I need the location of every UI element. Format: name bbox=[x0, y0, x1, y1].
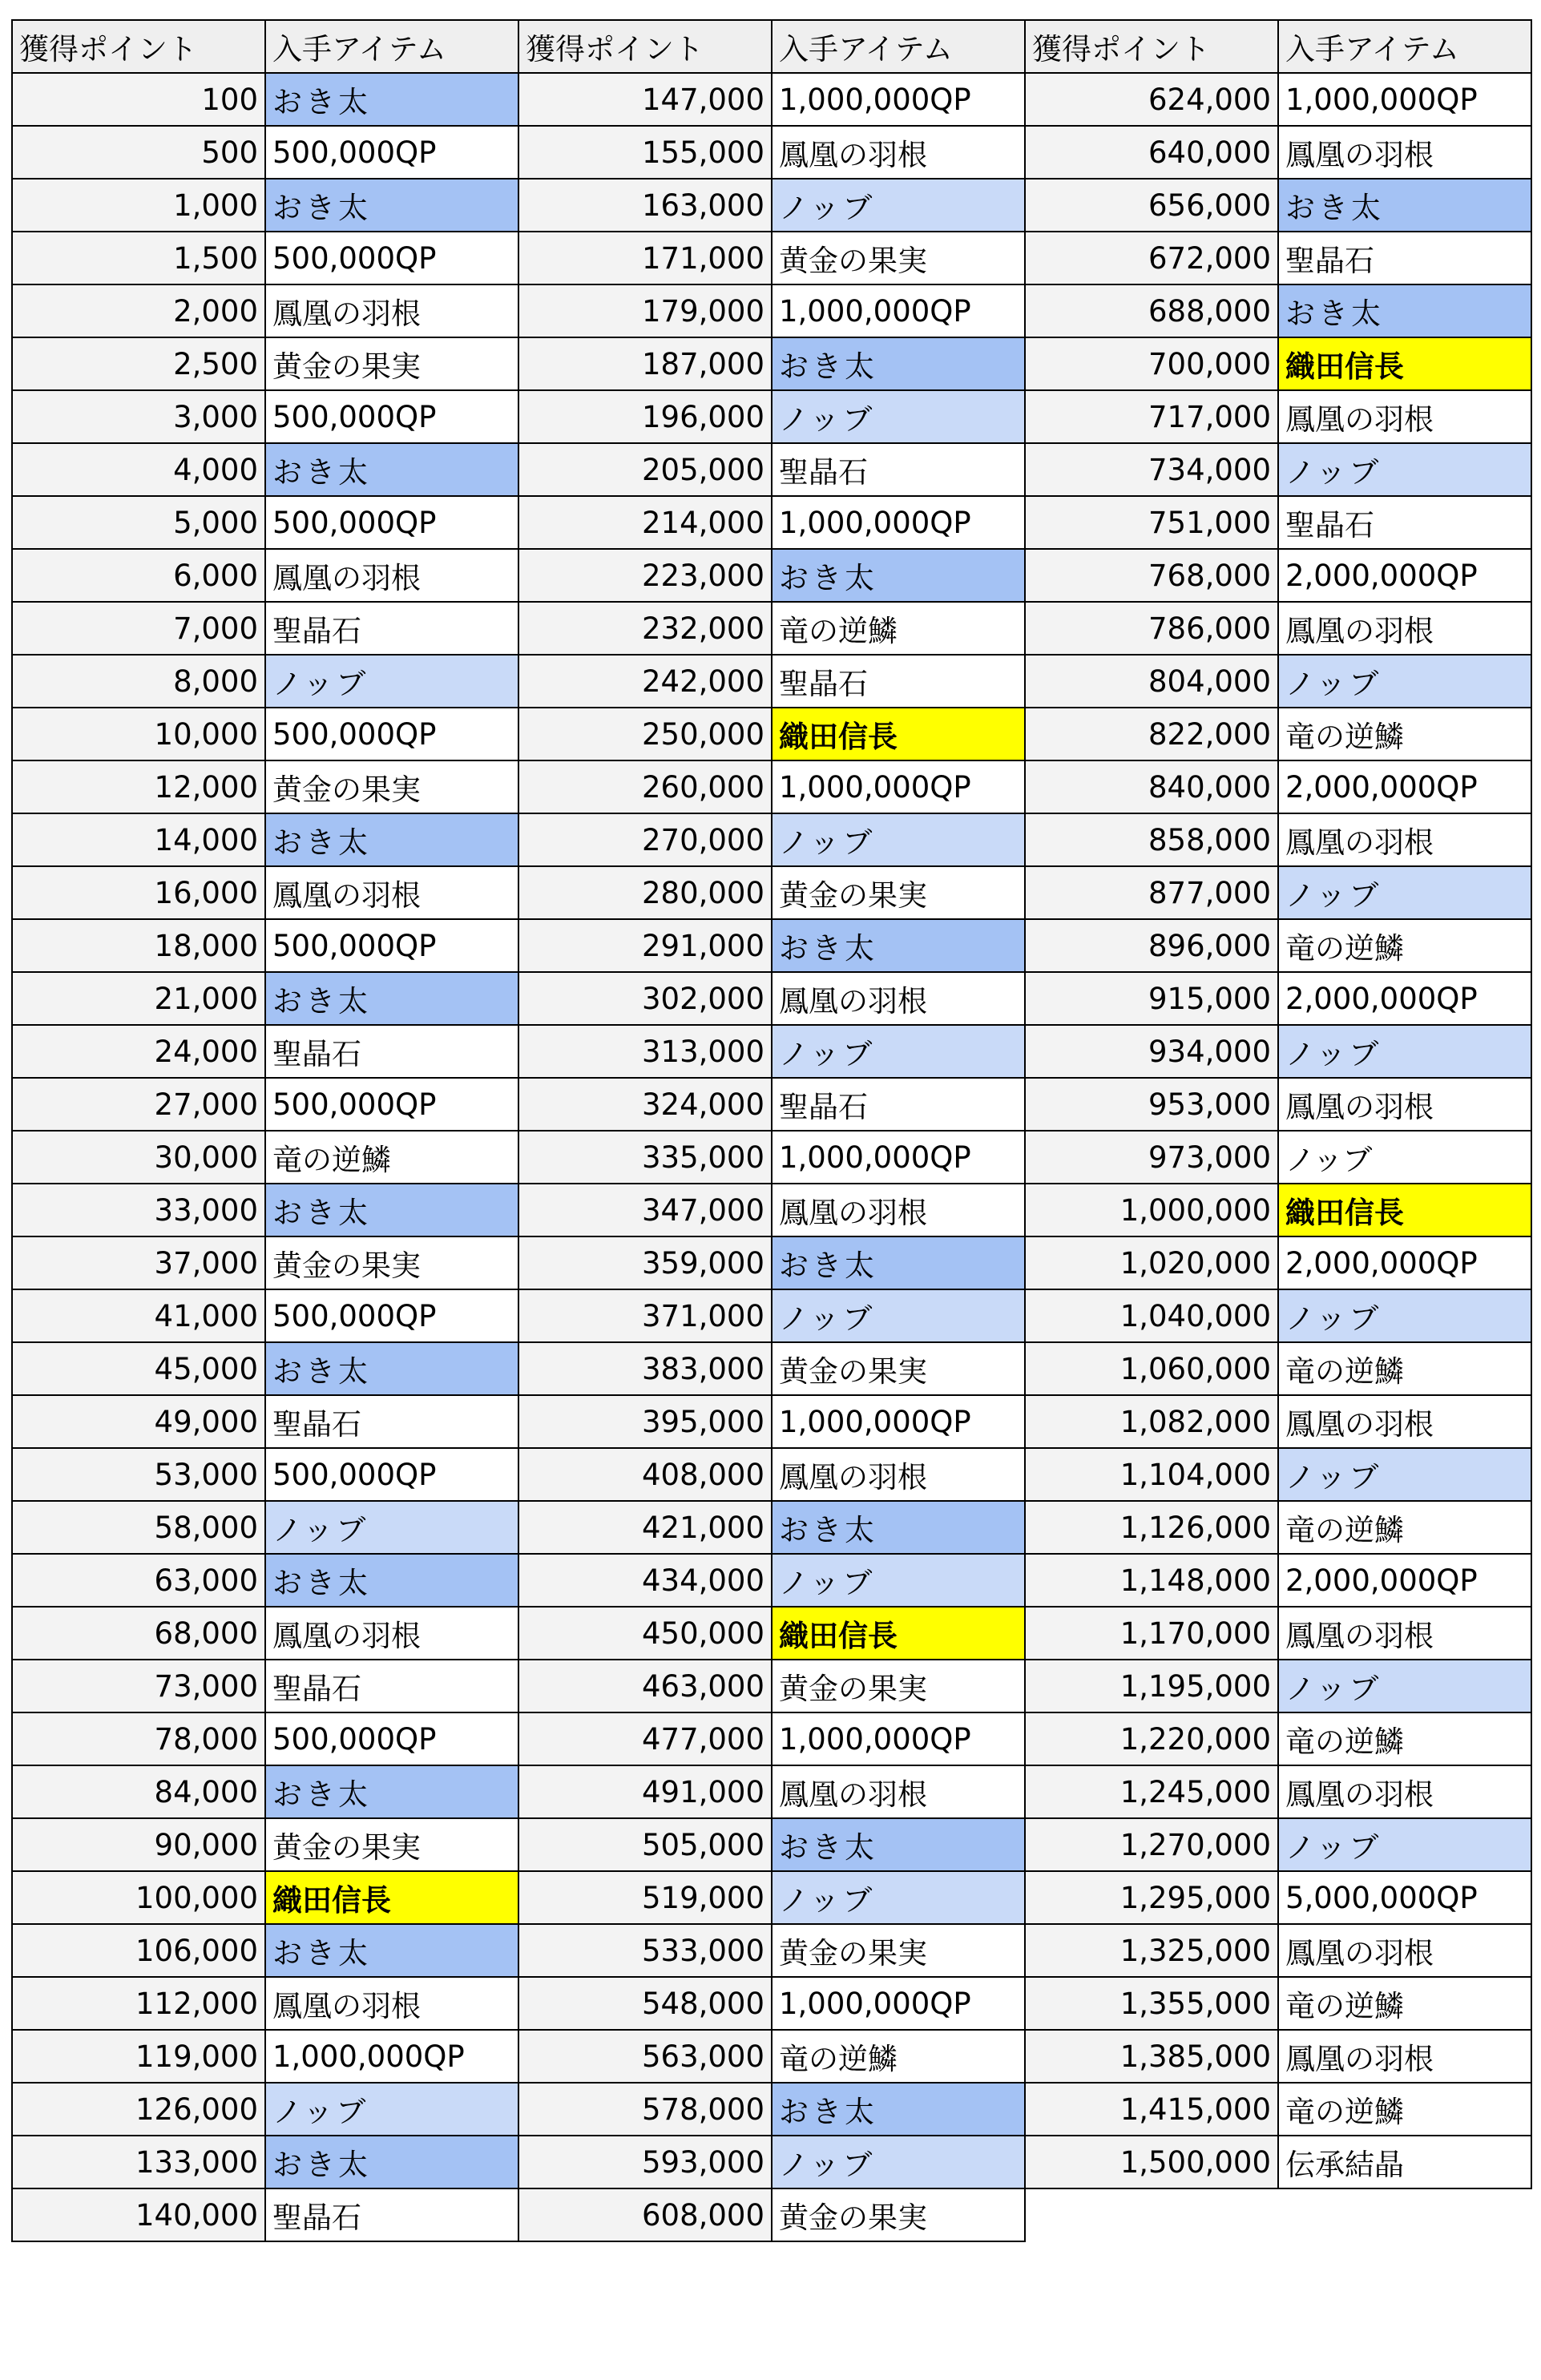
table-row bbox=[12, 496, 1531, 549]
table-row bbox=[12, 1554, 1531, 1607]
points-cell: 27,000 bbox=[12, 1078, 265, 1131]
item-cell: 黄金の果実 bbox=[772, 1342, 1025, 1395]
item-cell: ノッブ bbox=[772, 1025, 1025, 1078]
item-cell: おき太 bbox=[772, 919, 1025, 972]
item-cell: 1,000,000QP bbox=[772, 1395, 1025, 1448]
points-cell: 822,000 bbox=[1025, 708, 1278, 760]
table-row bbox=[12, 655, 1531, 708]
item-cell: おき太 bbox=[265, 1765, 518, 1818]
item-cell: ノッブ bbox=[1278, 1660, 1531, 1712]
points-cell: 548,000 bbox=[518, 1977, 772, 2030]
points-cell: 260,000 bbox=[518, 760, 772, 813]
table-row bbox=[12, 232, 1531, 284]
points-cell: 1,500 bbox=[12, 232, 265, 284]
points-cell: 2,000 bbox=[12, 284, 265, 337]
item-cell: ノッブ bbox=[772, 1289, 1025, 1342]
table-row bbox=[12, 1607, 1531, 1660]
item-cell: 聖晶石 bbox=[772, 443, 1025, 496]
item-cell: 竜の逆鱗 bbox=[1278, 1342, 1531, 1395]
points-cell: 8,000 bbox=[12, 655, 265, 708]
item-cell: ノッブ bbox=[1278, 655, 1531, 708]
item-cell: 鳳凰の羽根 bbox=[1278, 602, 1531, 655]
item-cell: ノッブ bbox=[1278, 1289, 1531, 1342]
points-cell: 187,000 bbox=[518, 337, 772, 390]
table-row bbox=[12, 1924, 1531, 1977]
item-cell: ノッブ bbox=[1278, 443, 1531, 496]
item-cell: 鳳凰の羽根 bbox=[1278, 1395, 1531, 1448]
points-cell: 24,000 bbox=[12, 1025, 265, 1078]
table-row bbox=[12, 337, 1531, 390]
reward-table bbox=[11, 19, 1532, 2242]
item-cell: 竜の逆鱗 bbox=[1278, 1501, 1531, 1554]
points-cell: 14,000 bbox=[12, 813, 265, 866]
item-cell: ノッブ bbox=[1278, 1025, 1531, 1078]
points-cell: 953,000 bbox=[1025, 1078, 1278, 1131]
item-cell: 1,000,000QP bbox=[772, 284, 1025, 337]
header-points-1: 獲得ポイント bbox=[12, 20, 265, 73]
table-row bbox=[12, 2188, 1531, 2241]
item-cell: 500,000QP bbox=[265, 126, 518, 179]
header-item-2: 入手アイテム bbox=[772, 20, 1025, 73]
table-row bbox=[12, 866, 1531, 919]
points-cell: 395,000 bbox=[518, 1395, 772, 1448]
points-cell: 840,000 bbox=[1025, 760, 1278, 813]
item-cell: 鳳凰の羽根 bbox=[772, 1765, 1025, 1818]
points-cell: 291,000 bbox=[518, 919, 772, 972]
points-cell: 45,000 bbox=[12, 1342, 265, 1395]
points-cell: 250,000 bbox=[518, 708, 772, 760]
points-cell: 1,020,000 bbox=[1025, 1236, 1278, 1289]
points-cell: 717,000 bbox=[1025, 390, 1278, 443]
points-cell: 133,000 bbox=[12, 2136, 265, 2188]
table-row bbox=[12, 760, 1531, 813]
item-cell: おき太 bbox=[772, 1501, 1025, 1554]
points-cell: 1,082,000 bbox=[1025, 1395, 1278, 1448]
table-row bbox=[12, 2083, 1531, 2136]
table-row bbox=[12, 1871, 1531, 1924]
item-cell: 聖晶石 bbox=[772, 655, 1025, 708]
item-cell: 竜の逆鱗 bbox=[772, 2030, 1025, 2083]
item-cell: 黄金の果実 bbox=[265, 1818, 518, 1871]
table-row bbox=[12, 972, 1531, 1025]
header-points-2: 獲得ポイント bbox=[518, 20, 772, 73]
points-cell: 196,000 bbox=[518, 390, 772, 443]
points-cell: 491,000 bbox=[518, 1765, 772, 1818]
item-cell: ノッブ bbox=[265, 1501, 518, 1554]
points-cell: 624,000 bbox=[1025, 73, 1278, 126]
header-row bbox=[12, 20, 1531, 73]
points-cell: 519,000 bbox=[518, 1871, 772, 1924]
points-cell: 68,000 bbox=[12, 1607, 265, 1660]
points-cell: 155,000 bbox=[518, 126, 772, 179]
points-cell: 16,000 bbox=[12, 866, 265, 919]
table-row bbox=[12, 2030, 1531, 2083]
item-cell: 2,000,000QP bbox=[1278, 549, 1531, 602]
points-cell: 214,000 bbox=[518, 496, 772, 549]
item-cell: 500,000QP bbox=[265, 1289, 518, 1342]
points-cell: 302,000 bbox=[518, 972, 772, 1025]
item-cell: おき太 bbox=[265, 1924, 518, 1977]
table-row bbox=[12, 1395, 1531, 1448]
table-row bbox=[12, 73, 1531, 126]
points-cell: 205,000 bbox=[518, 443, 772, 496]
points-cell: 37,000 bbox=[12, 1236, 265, 1289]
item-cell: 黄金の果実 bbox=[772, 232, 1025, 284]
item-cell: おき太 bbox=[1278, 284, 1531, 337]
points-cell: 1,000,000 bbox=[1025, 1184, 1278, 1236]
points-cell: 335,000 bbox=[518, 1131, 772, 1184]
points-cell: 33,000 bbox=[12, 1184, 265, 1236]
points-cell: 1,355,000 bbox=[1025, 1977, 1278, 2030]
header-points-3: 獲得ポイント bbox=[1025, 20, 1278, 73]
table-row bbox=[12, 390, 1531, 443]
points-cell: 608,000 bbox=[518, 2188, 772, 2241]
points-cell: 973,000 bbox=[1025, 1131, 1278, 1184]
points-cell: 21,000 bbox=[12, 972, 265, 1025]
item-cell: 竜の逆鱗 bbox=[1278, 1712, 1531, 1765]
points-cell: 463,000 bbox=[518, 1660, 772, 1712]
points-cell: 2,500 bbox=[12, 337, 265, 390]
points-cell: 179,000 bbox=[518, 284, 772, 337]
item-cell: 1,000,000QP bbox=[772, 1977, 1025, 2030]
item-cell: ノッブ bbox=[772, 179, 1025, 232]
item-cell: ノッブ bbox=[772, 2136, 1025, 2188]
points-cell: 1,415,000 bbox=[1025, 2083, 1278, 2136]
table-row bbox=[12, 443, 1531, 496]
points-cell: 1,126,000 bbox=[1025, 1501, 1278, 1554]
points-cell: 1,220,000 bbox=[1025, 1712, 1278, 1765]
points-cell: 700,000 bbox=[1025, 337, 1278, 390]
item-cell: ノッブ bbox=[772, 1554, 1025, 1607]
points-cell: 858,000 bbox=[1025, 813, 1278, 866]
item-cell: 聖晶石 bbox=[1278, 496, 1531, 549]
header-item-3: 入手アイテム bbox=[1278, 20, 1531, 73]
item-cell: 鳳凰の羽根 bbox=[1278, 390, 1531, 443]
points-cell: 12,000 bbox=[12, 760, 265, 813]
item-cell: 聖晶石 bbox=[265, 1395, 518, 1448]
item-cell: 鳳凰の羽根 bbox=[772, 1184, 1025, 1236]
item-cell: 聖晶石 bbox=[265, 2188, 518, 2241]
item-cell: 1,000,000QP bbox=[265, 2030, 518, 2083]
item-cell: 織田信長 bbox=[772, 1607, 1025, 1660]
points-cell: 112,000 bbox=[12, 1977, 265, 2030]
item-cell: 黄金の果実 bbox=[772, 2188, 1025, 2241]
table-row bbox=[12, 1977, 1531, 2030]
item-cell: おき太 bbox=[265, 972, 518, 1025]
item-cell: おき太 bbox=[265, 1184, 518, 1236]
item-cell: 黄金の果実 bbox=[265, 337, 518, 390]
item-cell: おき太 bbox=[772, 1818, 1025, 1871]
item-cell: おき太 bbox=[265, 443, 518, 496]
item-cell: ノッブ bbox=[265, 655, 518, 708]
points-cell: 656,000 bbox=[1025, 179, 1278, 232]
table-row bbox=[12, 813, 1531, 866]
points-cell: 1,270,000 bbox=[1025, 1818, 1278, 1871]
item-cell: 500,000QP bbox=[265, 1078, 518, 1131]
item-cell: 2,000,000QP bbox=[1278, 1554, 1531, 1607]
points-cell: 100,000 bbox=[12, 1871, 265, 1924]
points-cell: 119,000 bbox=[12, 2030, 265, 2083]
item-cell: おき太 bbox=[265, 813, 518, 866]
item-cell: 聖晶石 bbox=[265, 1660, 518, 1712]
item-cell: 1,000,000QP bbox=[772, 760, 1025, 813]
empty-cell bbox=[1278, 2188, 1531, 2241]
points-cell: 232,000 bbox=[518, 602, 772, 655]
item-cell: 2,000,000QP bbox=[1278, 1236, 1531, 1289]
item-cell: おき太 bbox=[1278, 179, 1531, 232]
item-cell: 織田信長 bbox=[772, 708, 1025, 760]
points-cell: 163,000 bbox=[518, 179, 772, 232]
points-cell: 751,000 bbox=[1025, 496, 1278, 549]
points-cell: 347,000 bbox=[518, 1184, 772, 1236]
item-cell: 500,000QP bbox=[265, 1448, 518, 1501]
item-cell: 鳳凰の羽根 bbox=[265, 549, 518, 602]
item-cell: ノッブ bbox=[1278, 1131, 1531, 1184]
points-cell: 1,385,000 bbox=[1025, 2030, 1278, 2083]
points-cell: 41,000 bbox=[12, 1289, 265, 1342]
item-cell: ノッブ bbox=[772, 1871, 1025, 1924]
item-cell: おき太 bbox=[265, 179, 518, 232]
table-row bbox=[12, 1131, 1531, 1184]
item-cell: 1,000,000QP bbox=[772, 496, 1025, 549]
item-cell: 鳳凰の羽根 bbox=[265, 1977, 518, 2030]
points-cell: 896,000 bbox=[1025, 919, 1278, 972]
table-row bbox=[12, 602, 1531, 655]
item-cell: 鳳凰の羽根 bbox=[1278, 2030, 1531, 2083]
table-row bbox=[12, 919, 1531, 972]
item-cell: 竜の逆鱗 bbox=[265, 1131, 518, 1184]
points-cell: 49,000 bbox=[12, 1395, 265, 1448]
points-cell: 934,000 bbox=[1025, 1025, 1278, 1078]
table-row bbox=[12, 1236, 1531, 1289]
item-cell: 鳳凰の羽根 bbox=[772, 1448, 1025, 1501]
table-row bbox=[12, 1818, 1531, 1871]
points-cell: 324,000 bbox=[518, 1078, 772, 1131]
item-cell: 鳳凰の羽根 bbox=[265, 866, 518, 919]
points-cell: 147,000 bbox=[518, 73, 772, 126]
points-cell: 106,000 bbox=[12, 1924, 265, 1977]
item-cell: 織田信長 bbox=[265, 1871, 518, 1924]
header-item-1: 入手アイテム bbox=[265, 20, 518, 73]
item-cell: 竜の逆鱗 bbox=[1278, 1977, 1531, 2030]
points-cell: 1,195,000 bbox=[1025, 1660, 1278, 1712]
points-cell: 4,000 bbox=[12, 443, 265, 496]
points-cell: 421,000 bbox=[518, 1501, 772, 1554]
points-cell: 84,000 bbox=[12, 1765, 265, 1818]
points-cell: 1,060,000 bbox=[1025, 1342, 1278, 1395]
points-cell: 63,000 bbox=[12, 1554, 265, 1607]
points-cell: 140,000 bbox=[12, 2188, 265, 2241]
item-cell: おき太 bbox=[265, 1342, 518, 1395]
item-cell: おき太 bbox=[772, 2083, 1025, 2136]
points-cell: 270,000 bbox=[518, 813, 772, 866]
table-body bbox=[12, 73, 1531, 2241]
points-cell: 1,245,000 bbox=[1025, 1765, 1278, 1818]
item-cell: おき太 bbox=[772, 549, 1025, 602]
points-cell: 313,000 bbox=[518, 1025, 772, 1078]
item-cell: 鳳凰の羽根 bbox=[772, 126, 1025, 179]
table-row bbox=[12, 1078, 1531, 1131]
item-cell: 500,000QP bbox=[265, 708, 518, 760]
item-cell: 500,000QP bbox=[265, 919, 518, 972]
item-cell: 鳳凰の羽根 bbox=[1278, 1607, 1531, 1660]
table-row bbox=[12, 126, 1531, 179]
item-cell: 黄金の果実 bbox=[265, 760, 518, 813]
points-cell: 877,000 bbox=[1025, 866, 1278, 919]
item-cell: 1,000,000QP bbox=[772, 1712, 1025, 1765]
item-cell: ノッブ bbox=[772, 813, 1025, 866]
item-cell: 500,000QP bbox=[265, 390, 518, 443]
item-cell: 織田信長 bbox=[1278, 337, 1531, 390]
item-cell: 鳳凰の羽根 bbox=[1278, 1924, 1531, 1977]
table-row bbox=[12, 179, 1531, 232]
item-cell: おき太 bbox=[265, 1554, 518, 1607]
points-cell: 383,000 bbox=[518, 1342, 772, 1395]
table-row bbox=[12, 1342, 1531, 1395]
item-cell: 1,000,000QP bbox=[772, 73, 1025, 126]
table-row bbox=[12, 549, 1531, 602]
points-cell: 434,000 bbox=[518, 1554, 772, 1607]
points-cell: 563,000 bbox=[518, 2030, 772, 2083]
item-cell: ノッブ bbox=[1278, 1818, 1531, 1871]
item-cell: 聖晶石 bbox=[265, 602, 518, 655]
points-cell: 1,000 bbox=[12, 179, 265, 232]
points-cell: 408,000 bbox=[518, 1448, 772, 1501]
item-cell: 5,000,000QP bbox=[1278, 1871, 1531, 1924]
points-cell: 7,000 bbox=[12, 602, 265, 655]
points-cell: 6,000 bbox=[12, 549, 265, 602]
item-cell: 鳳凰の羽根 bbox=[1278, 126, 1531, 179]
item-cell: ノッブ bbox=[265, 2083, 518, 2136]
table-row bbox=[12, 1289, 1531, 1342]
points-cell: 593,000 bbox=[518, 2136, 772, 2188]
item-cell: 1,000,000QP bbox=[772, 1131, 1025, 1184]
points-cell: 768,000 bbox=[1025, 549, 1278, 602]
points-cell: 450,000 bbox=[518, 1607, 772, 1660]
item-cell: 鳳凰の羽根 bbox=[1278, 813, 1531, 866]
table-row bbox=[12, 284, 1531, 337]
item-cell: おき太 bbox=[772, 337, 1025, 390]
item-cell: 500,000QP bbox=[265, 496, 518, 549]
item-cell: おき太 bbox=[265, 73, 518, 126]
points-cell: 223,000 bbox=[518, 549, 772, 602]
item-cell: 鳳凰の羽根 bbox=[265, 1607, 518, 1660]
item-cell: 聖晶石 bbox=[265, 1025, 518, 1078]
table-row bbox=[12, 1712, 1531, 1765]
table-row bbox=[12, 1448, 1531, 1501]
item-cell: 500,000QP bbox=[265, 232, 518, 284]
table-row bbox=[12, 2136, 1531, 2188]
item-cell: 2,000,000QP bbox=[1278, 760, 1531, 813]
table-row bbox=[12, 1184, 1531, 1236]
table-row bbox=[12, 708, 1531, 760]
item-cell: 鳳凰の羽根 bbox=[265, 284, 518, 337]
points-cell: 786,000 bbox=[1025, 602, 1278, 655]
points-cell: 533,000 bbox=[518, 1924, 772, 1977]
points-cell: 500 bbox=[12, 126, 265, 179]
item-cell: 黄金の果実 bbox=[772, 1924, 1025, 1977]
item-cell: 黄金の果実 bbox=[772, 1660, 1025, 1712]
points-cell: 280,000 bbox=[518, 866, 772, 919]
points-cell: 58,000 bbox=[12, 1501, 265, 1554]
table-row bbox=[12, 1025, 1531, 1078]
points-cell: 100 bbox=[12, 73, 265, 126]
item-cell: ノッブ bbox=[772, 390, 1025, 443]
item-cell: ノッブ bbox=[1278, 1448, 1531, 1501]
points-cell: 126,000 bbox=[12, 2083, 265, 2136]
points-cell: 18,000 bbox=[12, 919, 265, 972]
points-cell: 78,000 bbox=[12, 1712, 265, 1765]
points-cell: 53,000 bbox=[12, 1448, 265, 1501]
points-cell: 578,000 bbox=[518, 2083, 772, 2136]
item-cell: 織田信長 bbox=[1278, 1184, 1531, 1236]
points-cell: 915,000 bbox=[1025, 972, 1278, 1025]
item-cell: 竜の逆鱗 bbox=[1278, 919, 1531, 972]
points-cell: 640,000 bbox=[1025, 126, 1278, 179]
item-cell: 竜の逆鱗 bbox=[772, 602, 1025, 655]
points-cell: 90,000 bbox=[12, 1818, 265, 1871]
item-cell: おき太 bbox=[772, 1236, 1025, 1289]
points-cell: 30,000 bbox=[12, 1131, 265, 1184]
item-cell: 黄金の果実 bbox=[772, 866, 1025, 919]
points-cell: 5,000 bbox=[12, 496, 265, 549]
points-cell: 3,000 bbox=[12, 390, 265, 443]
points-cell: 10,000 bbox=[12, 708, 265, 760]
points-cell: 477,000 bbox=[518, 1712, 772, 1765]
points-cell: 171,000 bbox=[518, 232, 772, 284]
table-row bbox=[12, 1501, 1531, 1554]
item-cell: 竜の逆鱗 bbox=[1278, 2083, 1531, 2136]
item-cell: 2,000,000QP bbox=[1278, 972, 1531, 1025]
points-cell: 688,000 bbox=[1025, 284, 1278, 337]
item-cell: 鳳凰の羽根 bbox=[772, 972, 1025, 1025]
item-cell: 聖晶石 bbox=[1278, 232, 1531, 284]
points-cell: 1,104,000 bbox=[1025, 1448, 1278, 1501]
points-cell: 1,170,000 bbox=[1025, 1607, 1278, 1660]
points-cell: 371,000 bbox=[518, 1289, 772, 1342]
points-cell: 1,040,000 bbox=[1025, 1289, 1278, 1342]
table-row bbox=[12, 1660, 1531, 1712]
points-cell: 1,325,000 bbox=[1025, 1924, 1278, 1977]
points-cell: 734,000 bbox=[1025, 443, 1278, 496]
table-row bbox=[12, 1765, 1531, 1818]
points-cell: 804,000 bbox=[1025, 655, 1278, 708]
points-cell: 359,000 bbox=[518, 1236, 772, 1289]
points-cell: 1,500,000 bbox=[1025, 2136, 1278, 2188]
item-cell: 竜の逆鱗 bbox=[1278, 708, 1531, 760]
points-cell: 1,295,000 bbox=[1025, 1871, 1278, 1924]
points-cell: 1,148,000 bbox=[1025, 1554, 1278, 1607]
item-cell: 鳳凰の羽根 bbox=[1278, 1765, 1531, 1818]
points-cell: 242,000 bbox=[518, 655, 772, 708]
points-cell: 73,000 bbox=[12, 1660, 265, 1712]
item-cell: 鳳凰の羽根 bbox=[1278, 1078, 1531, 1131]
empty-cell bbox=[1025, 2188, 1278, 2241]
item-cell: 聖晶石 bbox=[772, 1078, 1025, 1131]
item-cell: おき太 bbox=[265, 2136, 518, 2188]
points-cell: 672,000 bbox=[1025, 232, 1278, 284]
item-cell: 1,000,000QP bbox=[1278, 73, 1531, 126]
item-cell: 500,000QP bbox=[265, 1712, 518, 1765]
points-cell: 505,000 bbox=[518, 1818, 772, 1871]
item-cell: 黄金の果実 bbox=[265, 1236, 518, 1289]
item-cell: ノッブ bbox=[1278, 866, 1531, 919]
item-cell: 伝承結晶 bbox=[1278, 2136, 1531, 2188]
